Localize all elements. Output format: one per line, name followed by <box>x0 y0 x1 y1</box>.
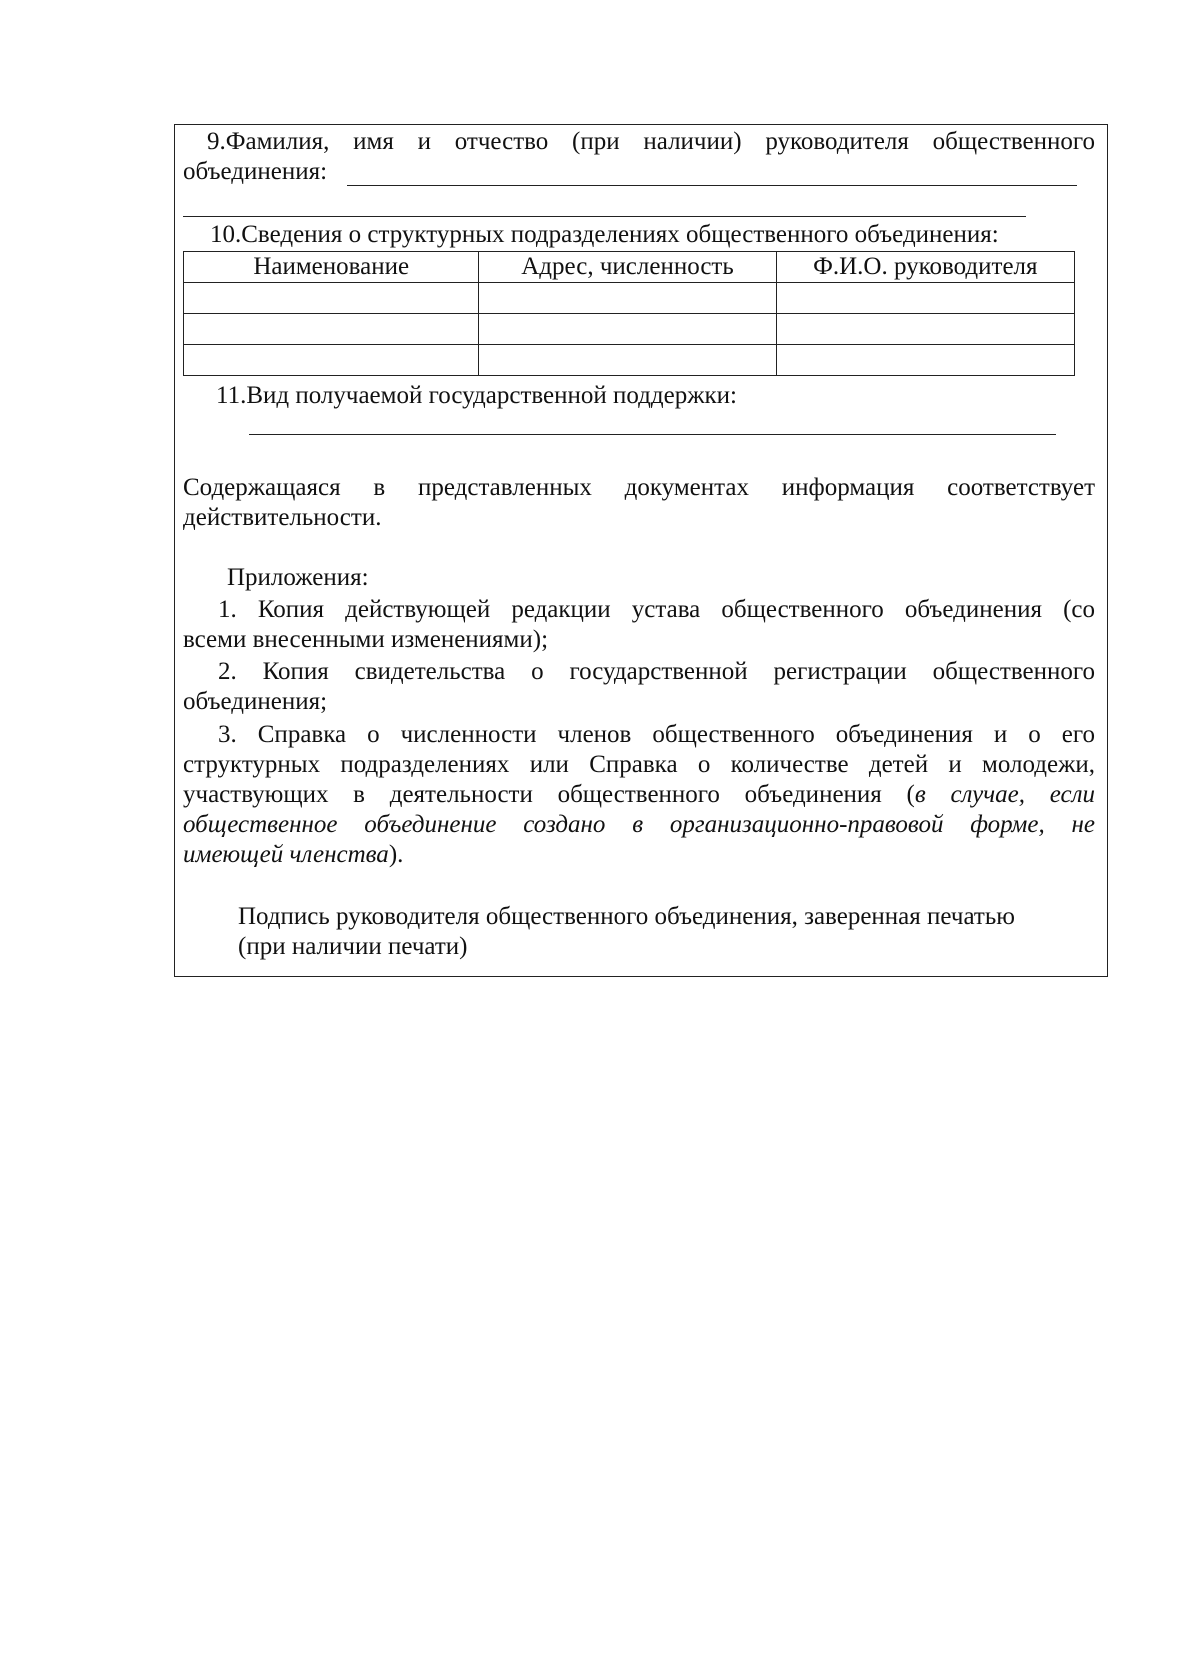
attachment-3-line1: 3. Справка о численности членов общественного объединения и о его <box>218 721 1095 748</box>
statement-line1: Содержащаяся в представленных документах информация соответствует <box>183 474 1095 501</box>
table-cell[interactable] <box>184 283 479 314</box>
attachment-3-line3-text: участвующих в деятельности общественного объединения ( <box>183 781 915 808</box>
units-table <box>183 251 1075 376</box>
attachments-title: Приложения: <box>227 564 369 591</box>
col-header-name: Наименование <box>184 252 479 283</box>
attachment-3-line5 <box>183 840 403 870</box>
attachment-3-line5-italic: имеющей членства <box>183 841 389 868</box>
item11-title: 11.Вид получаемой государственной поддержки: <box>216 382 737 409</box>
table-cell[interactable] <box>776 283 1074 314</box>
item9-line1: 9.Фамилия, имя и отчество (при наличии) руководителя общественного <box>207 128 1095 155</box>
item10-title: 10.Сведения о структурных подразделениях общественного объединения: <box>210 221 999 248</box>
item9-line2: объединения: <box>183 158 328 185</box>
table-cell[interactable] <box>479 314 776 345</box>
table-cell[interactable] <box>479 345 776 376</box>
attachment-3-line2: структурных подразделениях или Справка о количестве детей и молодежи, <box>183 751 1095 778</box>
attachment-2-line2: объединения; <box>183 688 328 715</box>
table-cell[interactable] <box>184 314 479 345</box>
table-row <box>184 283 1075 314</box>
col-header-address: Адрес, численность <box>479 252 776 283</box>
attachment-1-line2: всеми внесенными изменениями); <box>183 626 549 653</box>
table-row <box>184 314 1075 345</box>
attachment-2-line1: 2. Копия свидетельства о государственной регистрации общественного <box>218 658 1095 685</box>
attachment-1-line1: 1. Копия действующей редакции устава общественного объединения (со <box>218 596 1095 623</box>
table-cell[interactable] <box>776 314 1074 345</box>
attachment-3-line5-end: ). <box>388 841 404 868</box>
table-cell[interactable] <box>184 345 479 376</box>
table-header-row <box>184 252 1075 283</box>
signature-line2: (при наличии печати) <box>238 933 468 960</box>
attachment-3-line3-italic: в случае, если <box>914 781 1096 808</box>
table-cell[interactable] <box>776 345 1074 376</box>
item9-name-field-2[interactable] <box>183 216 1026 217</box>
table-cell[interactable] <box>479 283 776 314</box>
attachment-3-line3 <box>183 780 1095 810</box>
attachment-3-line4: общественное объединение создано в организационно-правовой форме, не <box>183 811 1095 838</box>
table-row <box>184 345 1075 376</box>
item11-support-field[interactable] <box>249 434 1056 435</box>
item9-name-field-1[interactable] <box>347 185 1077 186</box>
statement-line2: действительности. <box>183 504 382 531</box>
col-header-head: Ф.И.О. руководителя <box>776 252 1074 283</box>
signature-line1: Подпись руководителя общественного объединения, заверенная печатью <box>238 903 1015 930</box>
